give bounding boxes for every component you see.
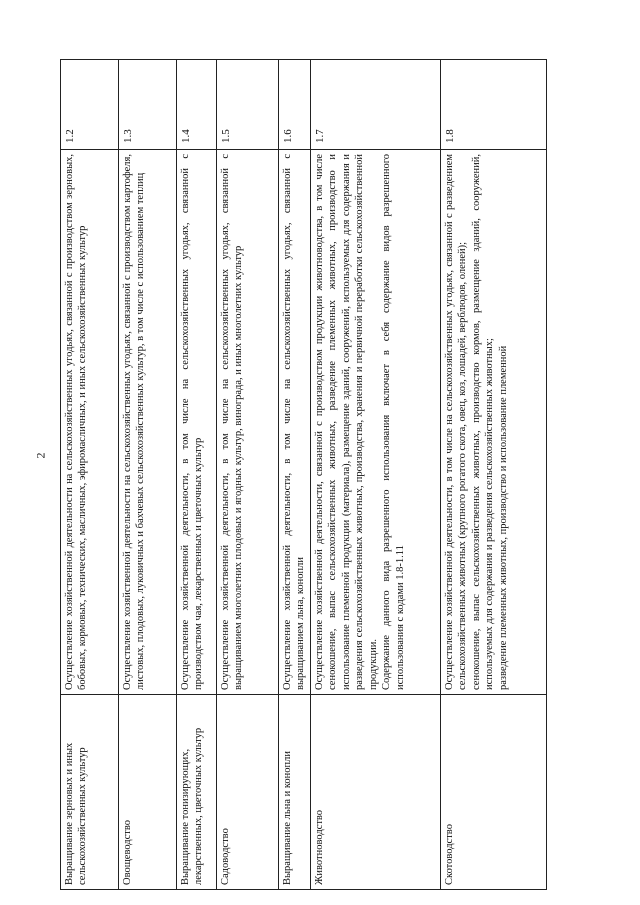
page-number: 2	[33, 452, 48, 459]
use-type-code: 1.3	[119, 60, 177, 150]
description-paragraph: разведение племенных животных, производство и использование племенной	[497, 345, 509, 690]
use-type-name: Скотоводство	[440, 695, 546, 890]
table-row	[217, 60, 279, 890]
description-paragraph: Осуществление хозяйственной деятельности, в том числе на сельскохозяйственных угодьях, связанной с разведением сельскохозяйственных животных (крупного рогатого скота, овец, коз, лошадей, верблюдов, оленей);	[443, 154, 469, 690]
use-type-name: Овощеводство	[119, 695, 177, 890]
description-paragraph: сенокошение, выпас сельскохозяйственных животных, производство кормов, размещение зданий, сооружений, используемых для содержания и разведения сельскохозяйственных животных;	[470, 154, 496, 690]
description-paragraph: Осуществление хозяйственной деятельности, в том числе на сельскохозяйственных угодьях, связанной с выращиванием льна, конопли	[282, 154, 307, 690]
description-paragraph: Осуществление хозяйственной деятельности на сельскохозяйственных угодьях, связанной с производством зерновых, бобовых, кормовых, технических, масличных, эфиромасличных, и иных сельскохозяйственных культур	[64, 154, 89, 690]
use-type-description	[177, 150, 217, 695]
land-use-table-container	[60, 60, 610, 890]
use-type-name: Животноводство	[310, 695, 440, 890]
use-type-name: Садоводство	[217, 695, 279, 890]
use-type-code: 1.6	[279, 60, 311, 150]
table-row	[310, 60, 440, 890]
table-body	[61, 60, 547, 890]
table-row	[119, 60, 177, 890]
table-row	[177, 60, 217, 890]
table-row	[61, 60, 119, 890]
use-type-name: Выращивание тонизирующих, лекарственных, цветочных культур	[177, 695, 217, 890]
use-type-code: 1.4	[177, 60, 217, 150]
land-use-table	[60, 59, 547, 890]
use-type-description	[119, 150, 177, 695]
use-type-code: 1.5	[217, 60, 279, 150]
description-paragraph: Осуществление хозяйственной деятельности на сельскохозяйственных угодьях, связанной с производством картофеля, листовых, плодовых, луковичных и бахчевых сельскохозяйственных культур, в том числе с использованием теплиц	[122, 154, 147, 690]
use-type-code: 1.8	[440, 60, 546, 150]
use-type-description	[279, 150, 311, 695]
use-type-description	[61, 150, 119, 695]
use-type-code: 1.7	[310, 60, 440, 150]
use-type-description	[310, 150, 440, 695]
description-paragraph: Осуществление хозяйственной деятельности, в том числе на сельскохозяйственных угодьях, связанной с выращиванием многолетних плодовых и ягодных культур, винограда, и иных многолетних культур	[220, 154, 245, 690]
use-type-description	[440, 150, 546, 695]
use-type-name: Выращивание льна и конопли	[279, 695, 311, 890]
description-paragraph: Осуществление хозяйственной деятельности, в том числе на сельскохозяйственных угодьях, связанной с производством чая, лекарственных и цветочных культур	[180, 154, 205, 690]
table-row	[279, 60, 311, 890]
table-row	[440, 60, 546, 890]
description-paragraph: Содержание данного вида разрешенного использования включает в себя содержание видов разрешенного использования с кодами 1.8-1.11	[381, 154, 406, 690]
use-type-name: Выращивание зерновых и иных сельскохозяйственных культур	[61, 695, 119, 890]
use-type-description	[217, 150, 279, 695]
description-paragraph: Осуществление хозяйственной деятельности, связанной с производством продукции животноводства, в том числе сенокошение, выпас сельскохозяйственных животных, разведение племенных животных, производство и использование племенной продукции (материала), размещение зданий, сооружений, используемых для содержания и разведения сельскохозяйственных животных, производства, хранения и первичной переработки сельскохозяйственной продукции.	[313, 154, 379, 690]
use-type-code: 1.2	[61, 60, 119, 150]
